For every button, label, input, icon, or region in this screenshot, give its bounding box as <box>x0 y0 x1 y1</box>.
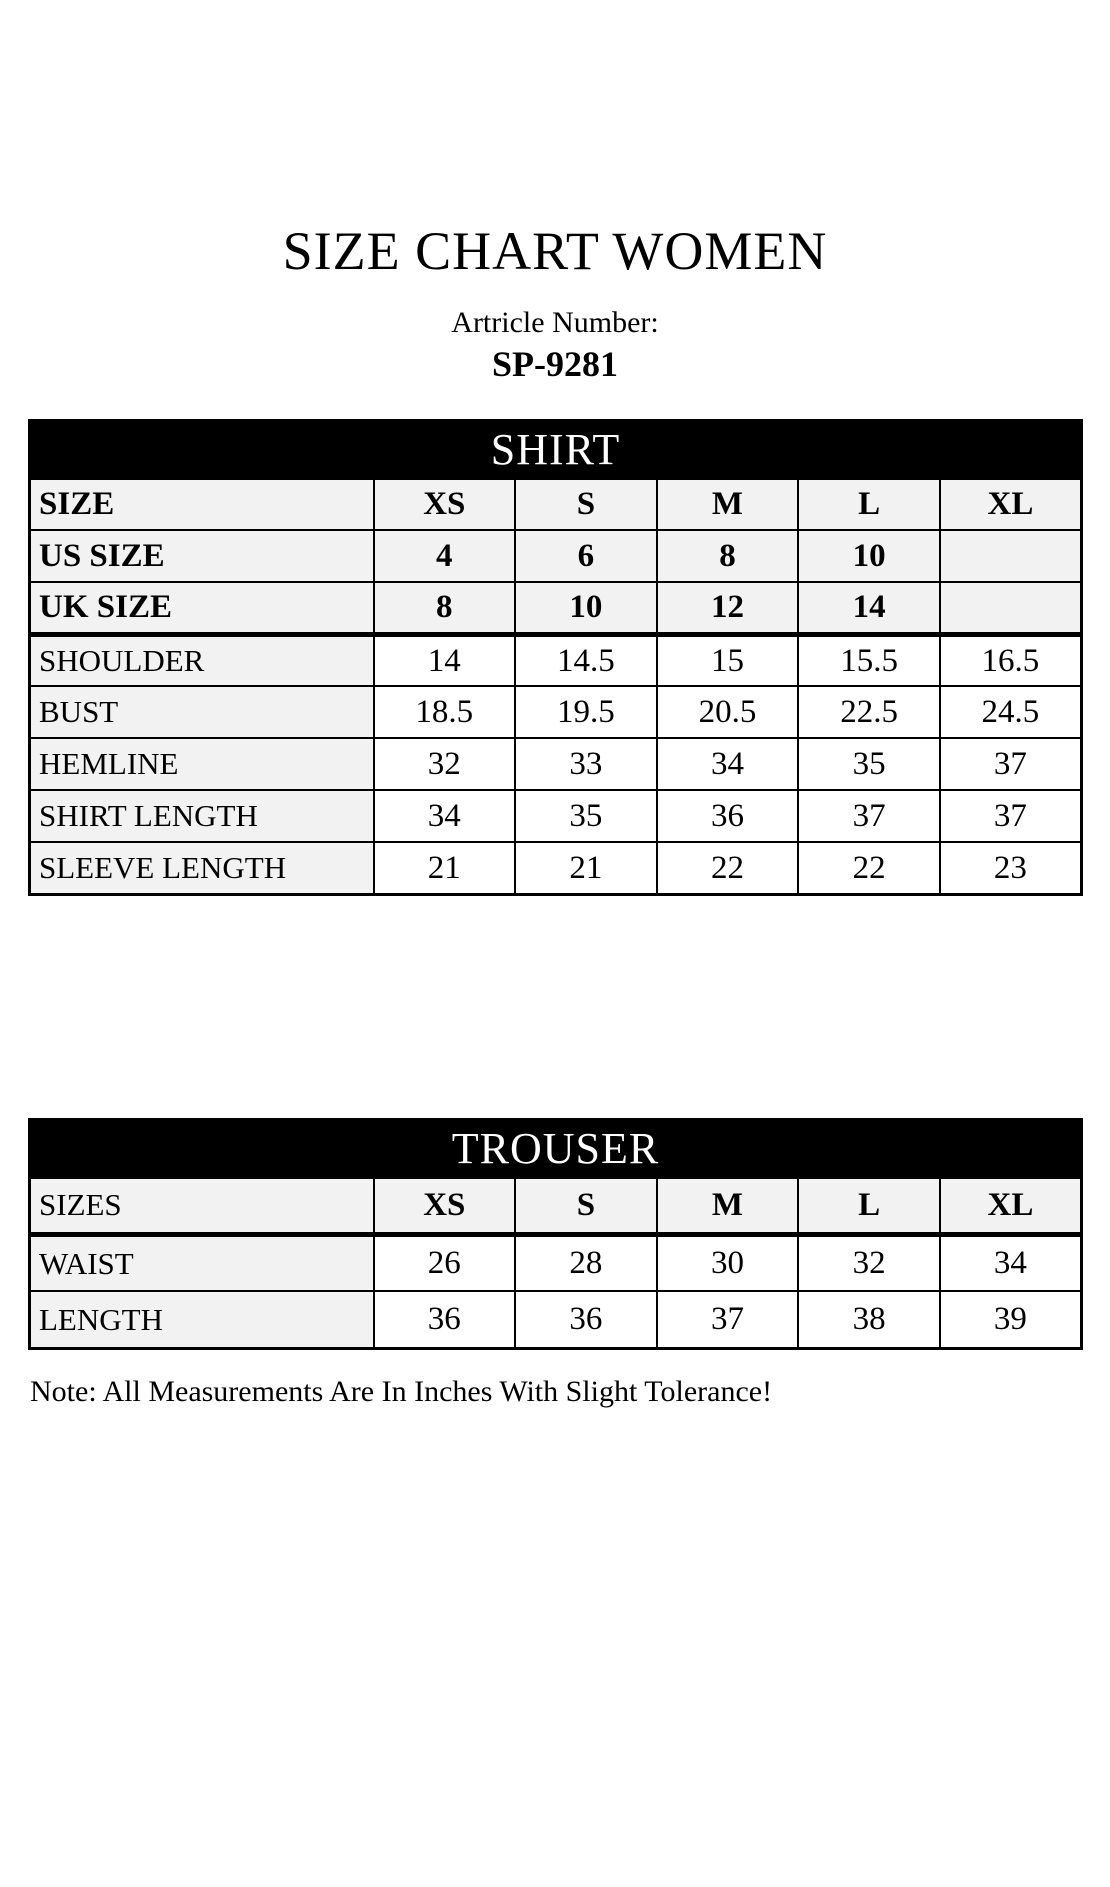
row-label: SHIRT LENGTH <box>30 790 374 842</box>
measurement-note: Note: All Measurements Are In Inches With Slight Tolerance! <box>30 1374 773 1408</box>
trouser-size-table <box>28 1118 1083 1350</box>
size-cell: M <box>657 478 799 530</box>
value-cell: 12 <box>657 582 799 634</box>
value-cell: 32 <box>374 738 516 790</box>
value-cell: 36 <box>657 790 799 842</box>
value-cell: 10 <box>798 530 940 582</box>
value-cell: 15 <box>657 634 799 686</box>
trouser-table-header-band <box>30 1119 1082 1177</box>
size-cell: S <box>515 478 657 530</box>
size-cell: XL <box>940 478 1082 530</box>
table-row-uk-size <box>30 582 1082 634</box>
value-cell: 22 <box>657 842 799 894</box>
value-cell: 6 <box>515 530 657 582</box>
size-cell: S <box>515 1177 657 1234</box>
value-cell: 16.5 <box>940 634 1082 686</box>
value-cell: 35 <box>515 790 657 842</box>
value-cell: 19.5 <box>515 686 657 738</box>
value-cell: 34 <box>374 790 516 842</box>
value-cell: 22 <box>798 842 940 894</box>
value-cell: 18.5 <box>374 686 516 738</box>
row-label: SIZES <box>30 1177 374 1234</box>
table-row-us-size <box>30 530 1082 582</box>
row-label: US SIZE <box>30 530 374 582</box>
value-cell: 8 <box>374 582 516 634</box>
value-cell: 26 <box>374 1234 516 1291</box>
table-row-bust <box>30 686 1082 738</box>
value-cell <box>940 530 1082 582</box>
table-row-shirt-length <box>30 790 1082 842</box>
page-title: SIZE CHART WOMEN <box>282 221 828 281</box>
value-cell: 37 <box>798 790 940 842</box>
table-row-hemline <box>30 738 1082 790</box>
value-cell: 34 <box>657 738 799 790</box>
value-cell: 32 <box>798 1234 940 1291</box>
value-cell: 14.5 <box>515 634 657 686</box>
value-cell: 37 <box>940 790 1082 842</box>
value-cell: 37 <box>657 1291 799 1348</box>
value-cell: 14 <box>374 634 516 686</box>
row-label: BUST <box>30 686 374 738</box>
value-cell: 28 <box>515 1234 657 1291</box>
value-cell: 33 <box>515 738 657 790</box>
value-cell: 39 <box>940 1291 1082 1348</box>
size-cell: M <box>657 1177 799 1234</box>
value-cell: 10 <box>515 582 657 634</box>
row-label: SIZE <box>30 478 374 530</box>
value-cell <box>940 582 1082 634</box>
size-cell: XS <box>374 478 516 530</box>
size-cell: L <box>798 478 940 530</box>
value-cell: 23 <box>940 842 1082 894</box>
value-cell: 34 <box>940 1234 1082 1291</box>
value-cell: 21 <box>374 842 516 894</box>
size-cell: XL <box>940 1177 1082 1234</box>
size-cell: L <box>798 1177 940 1234</box>
table-row-length <box>30 1291 1082 1348</box>
row-label: SHOULDER <box>30 634 374 686</box>
row-label: UK SIZE <box>30 582 374 634</box>
shirt-size-table <box>28 419 1083 896</box>
value-cell: 36 <box>515 1291 657 1348</box>
size-cell: XS <box>374 1177 516 1234</box>
article-number-value: SP-9281 <box>492 344 618 385</box>
shirt-table-title: SHIRT <box>30 420 1082 478</box>
table-row-shoulder <box>30 634 1082 686</box>
article-number-label: Artricle Number: <box>451 306 659 340</box>
value-cell: 20.5 <box>657 686 799 738</box>
value-cell: 36 <box>374 1291 516 1348</box>
row-label: WAIST <box>30 1234 374 1291</box>
value-cell: 38 <box>798 1291 940 1348</box>
value-cell: 8 <box>657 530 799 582</box>
table-row-size <box>30 478 1082 530</box>
table-row-waist <box>30 1234 1082 1291</box>
value-cell: 22.5 <box>798 686 940 738</box>
row-label: HEMLINE <box>30 738 374 790</box>
value-cell: 35 <box>798 738 940 790</box>
trouser-table-title: TROUSER <box>30 1119 1082 1177</box>
value-cell: 4 <box>374 530 516 582</box>
row-label: SLEEVE LENGTH <box>30 842 374 894</box>
value-cell: 30 <box>657 1234 799 1291</box>
shirt-table-header-band <box>30 420 1082 478</box>
value-cell: 37 <box>940 738 1082 790</box>
value-cell: 14 <box>798 582 940 634</box>
value-cell: 21 <box>515 842 657 894</box>
table-row-sizes <box>30 1177 1082 1234</box>
value-cell: 15.5 <box>798 634 940 686</box>
value-cell: 24.5 <box>940 686 1082 738</box>
table-row-sleeve-length <box>30 842 1082 894</box>
row-label: LENGTH <box>30 1291 374 1348</box>
